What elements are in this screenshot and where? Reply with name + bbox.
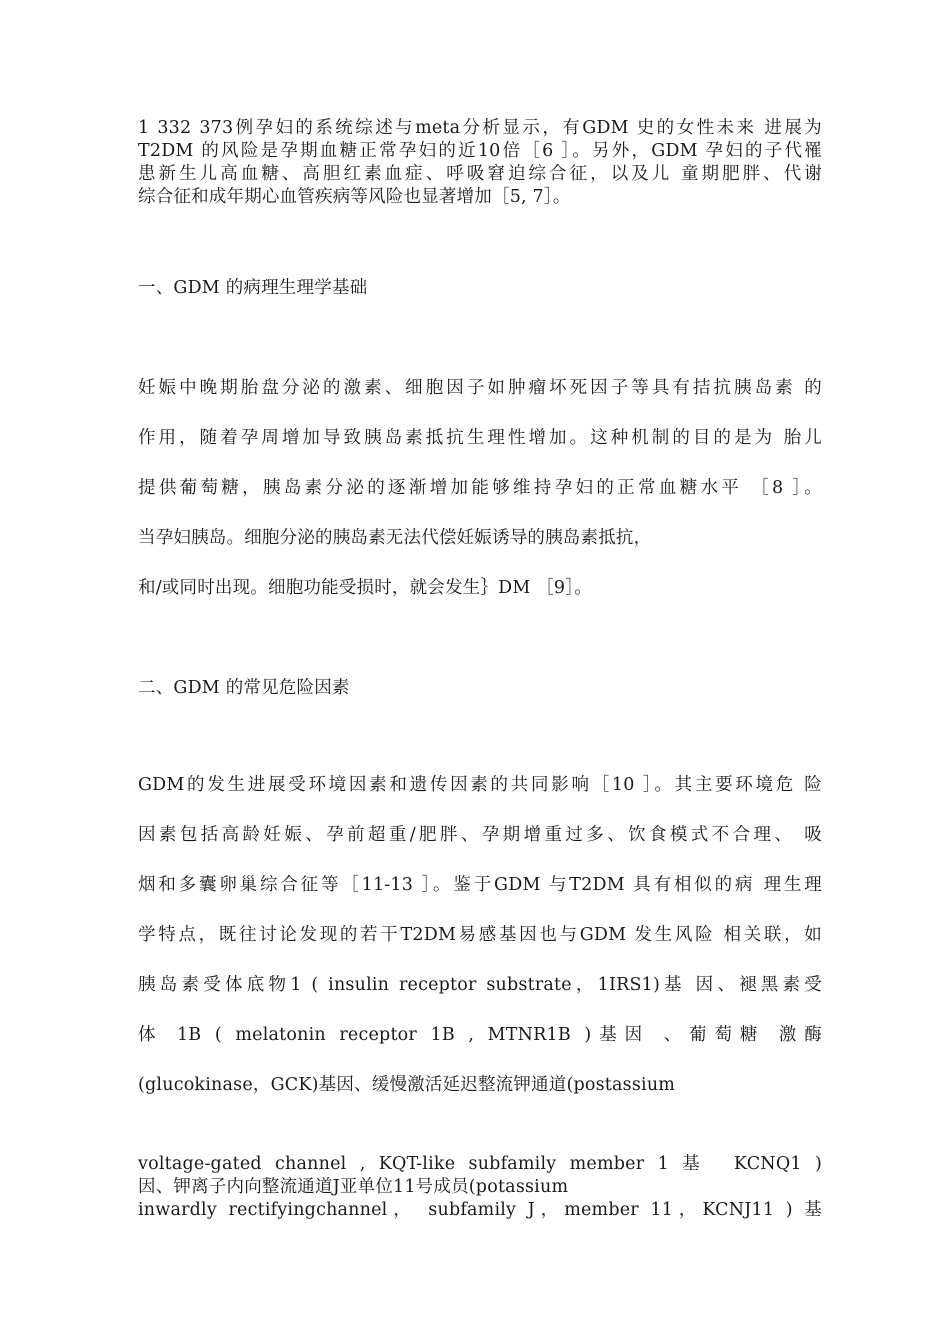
intro-line-1: 1 332 373例孕妇的系统综述与meta分析显示，有GDM 史的女性未来 进展为 — [138, 118, 822, 138]
section-2-tail-line-1: voltage-gated channel , KQT-like subfamily member 1 基 KCNQ1 ) — [138, 1154, 822, 1174]
section-1-line-1: 妊娠中晚期胎盘分泌的激素、细胞因子如肿瘤坏死因子等具有拮抗胰岛素 的 — [138, 378, 822, 398]
section-2-line-7: (glucokinase，GCK)基因、缓慢激活延迟整流钾通道(postassium — [138, 1075, 676, 1095]
intro-line-3: 患新生儿高血糖、高胆红素血症、呼吸窘迫综合征，以及儿 童期肥胖、代谢 — [138, 164, 822, 184]
section-2-line-4: 学特点，既往讨论发现的若干T2DM易感基因也与GDM 发生风险 相关联，如 — [138, 925, 822, 945]
section-2-line-5: 胰岛素受体底物1 ( insulin receptor substrate，1IRS1)基 因、褪黑素受 — [138, 975, 822, 995]
section-2-tail-line-3: inwardly rectifyingchannel， subfamily J，member 11，KCNJ11 ) 基 — [138, 1200, 822, 1220]
section-2-heading: 二、GDM 的常见危险因素 — [138, 678, 350, 698]
section-1-line-3: 提供葡萄糖，胰岛素分泌的逐渐增加能够维持孕妇的正常血糖水平 ［8 ］。 — [138, 478, 822, 498]
section-2-line-6: 体 1B ( melatonin receptor 1B , MTNR1B )基因 、葡萄糖 激酶 — [138, 1025, 822, 1045]
section-1-heading: 一、GDM 的病理生理学基础 — [138, 278, 368, 298]
section-2-line-2: 因素包括高龄妊娠、孕前超重/肥胖、孕期增重过多、饮食模式不合理、 吸 — [138, 825, 822, 845]
section-2-line-3: 烟和多囊卵巢综合征等［11-13 ］。鉴于GDM 与T2DM 具有相似的病 理生理 — [138, 875, 822, 895]
section-1-line-2: 作用，随着孕周增加导致胰岛素抵抗生理性增加。这种机制的目的是为 胎儿 — [138, 428, 822, 448]
section-2-tail-line-2: 因、钾离子内向整流通道J亚单位11号成员(potassium — [138, 1177, 569, 1197]
intro-line-2: T2DM 的风险是孕期血糖正常孕妇的近10倍［6 ］。另外，GDM 孕妇的子代罹 — [138, 141, 822, 161]
section-1-line-4: 当孕妇胰岛。细胞分泌的胰岛素无法代偿妊娠诱导的胰岛素抵抗， — [138, 528, 652, 548]
section-1-line-5: 和/或同时出现。细胞功能受损时，就会发生｝DM ［9］。 — [138, 578, 592, 598]
intro-line-4: 综合征和成年期心血管疾病等风险也显著增加［5, 7］。 — [138, 187, 571, 207]
section-2-line-1: GDM的发生进展受环境因素和遗传因素的共同影响［10 ］。其主要环境危 险 — [138, 775, 822, 795]
